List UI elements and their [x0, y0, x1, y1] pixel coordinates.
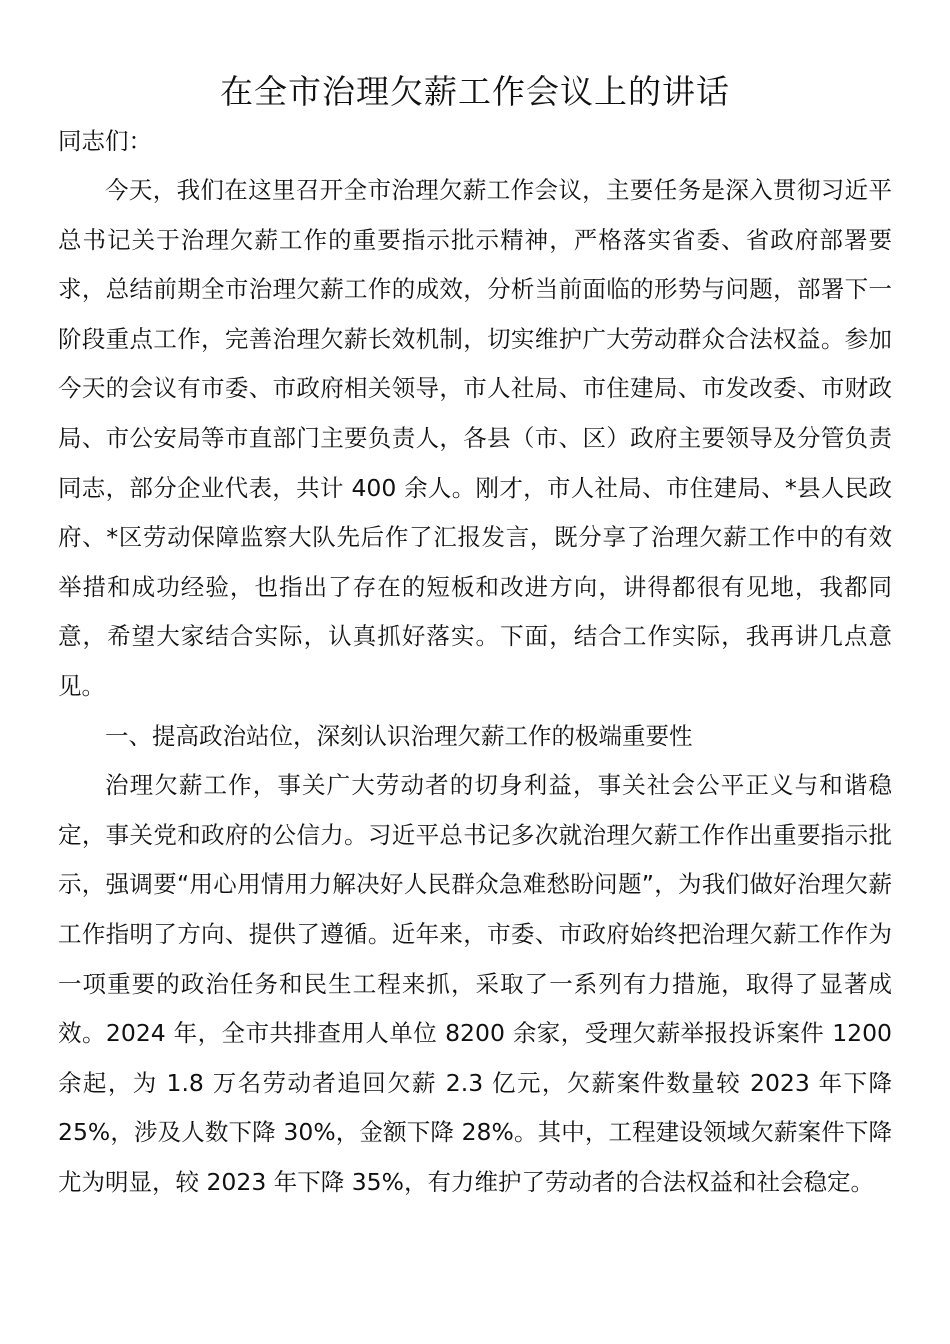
opening-paragraph: 今天，我们在这里召开全市治理欠薪工作会议，主要任务是深入贯彻习近平总书记关于治理欠薪工作的重要指示批示精神，严格落实省委、省政府部署要求，总结前期全市治理欠薪工作的成效，分析当前面临的形势与问题，部署下一阶段重点工作，完善治理欠薪长效机制，切实维护广大劳动群众合法权益。参加今天的会议有市委、市政府相关领导，市人社局、市住建局、市发改委、市财政局、市公安局等市直部门主要负责人，各县（市、区）政府主要领导及分管负责同志，部分企业代表，共计 400 余人。刚才，市人社局、市住建局、*县人民政府、*区劳动保障监察大队先后作了汇报发言，既分享了治理欠薪工作中的有效举措和成功经验，也指出了存在的短板和改进方向，讲得都很有见地，我都同意，希望大家结合实际，认真抓好落实。下面，结合工作实际，我再讲几点意见。 — [58, 176, 892, 700]
section-1-paragraph: 治理欠薪工作，事关广大劳动者的切身利益，事关社会公平正义与和谐稳定，事关党和政府的公信力。习近平总书记多次就治理欠薪工作作出重要指示批示，强调要“用心用情用力解决好人民群众急难愁盼问题”，为我们做好治理欠薪工作指明了方向、提供了遵循。近年来，市委、市政府始终把治理欠薪工作作为一项重要的政治任务和民生工程来抓，采取了一系列有力措施，取得了显著成效。2024 年，全市共排查用人单位 8200 余家，受理欠薪举报投诉案件 1200 余起，为 1.8 万名劳动者追回欠薪 2.3 亿元，欠薪案件数量较 2023 年下降 25%，涉及人数下降 30%，金额下降 28%。其中，工程建设领域欠薪案件下降尤为明显，较 2023 年下降 35%，有力维护了劳动者的合法权益和社会稳定。 — [58, 771, 892, 1196]
salutation: 同志们： — [58, 127, 152, 155]
section-1-heading: 一、提高政治站位，深刻认识治理欠薪工作的极端重要性 — [105, 721, 693, 750]
document-title: 在全市治理欠薪工作会议上的讲话 — [220, 72, 730, 111]
